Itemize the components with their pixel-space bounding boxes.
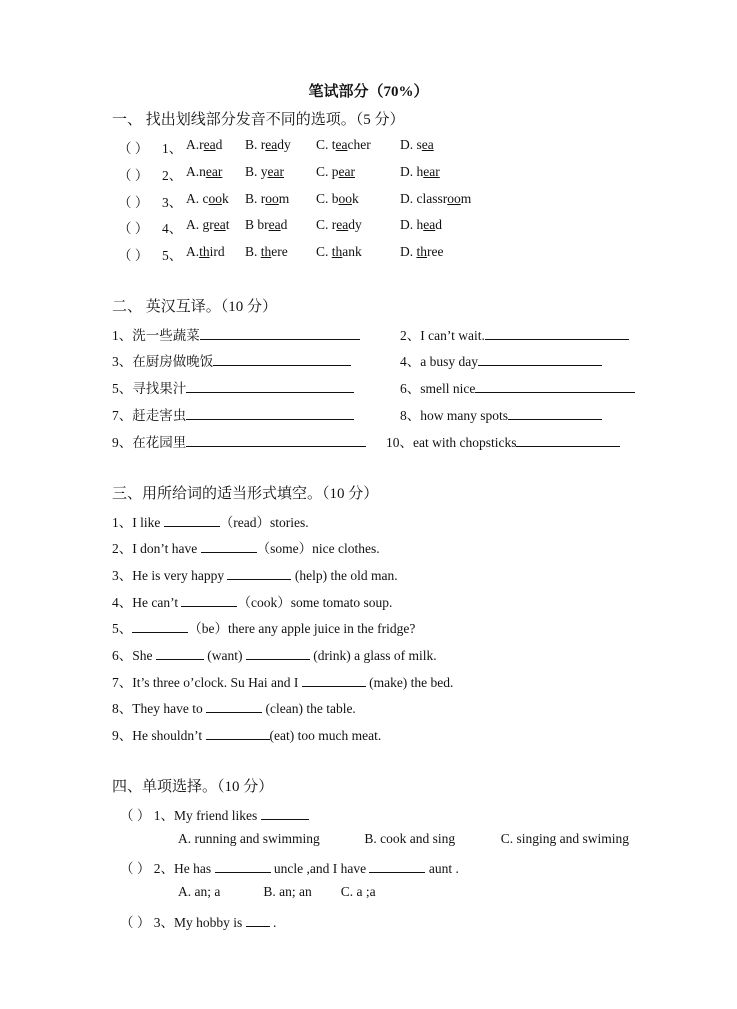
- fill-blank-5: [112, 617, 415, 637]
- sentence-text: 8、They have to: [112, 701, 207, 716]
- sentence-text: (drink) a glass of milk.: [309, 648, 437, 663]
- translate-en-6: [400, 377, 635, 397]
- answer-blank[interactable]: [156, 645, 204, 660]
- sentence-text: （some）nice clothes.: [256, 541, 380, 556]
- sentence-text: 9、He shouldn’t: [112, 728, 206, 743]
- translate-en-10: [386, 431, 620, 451]
- section-2-heading: 二、 英汉互译。（10 分）: [112, 299, 278, 315]
- option-c: [316, 244, 362, 260]
- sentence-text: （cook）some tomato soup.: [237, 595, 393, 610]
- mc-question-1: [120, 804, 309, 824]
- option-text: dy: [277, 137, 291, 152]
- section-3-heading: 三、用所给词的适当形式填空。（10 分）: [112, 486, 379, 502]
- option-text: cher: [347, 137, 371, 152]
- answer-blank[interactable]: [186, 378, 354, 393]
- option-text: B. y: [245, 164, 268, 179]
- answer-blank[interactable]: [246, 645, 310, 660]
- option-b: B. cook and sing: [364, 831, 456, 846]
- underlined-letters: ea: [423, 217, 436, 232]
- translate-cn-1: [112, 324, 360, 344]
- option-b: [245, 164, 284, 180]
- option-text: A.: [186, 244, 200, 259]
- option-c: C. singing and swiming: [500, 831, 630, 846]
- answer-paren: （ ）: [120, 808, 151, 823]
- option-text: d: [215, 137, 223, 152]
- question-number: 3、: [162, 195, 183, 210]
- answer-blank[interactable]: [206, 725, 270, 740]
- phonics-question-3: [118, 191, 182, 211]
- underlined-letters: ea: [421, 137, 434, 152]
- answer-blank[interactable]: [508, 405, 602, 420]
- option-c: [316, 217, 362, 233]
- answer-blank[interactable]: [164, 512, 220, 527]
- translate-en-4: [400, 350, 602, 370]
- translate-cn-7: [112, 404, 354, 424]
- question-text: uncle ,and I have: [273, 861, 370, 876]
- phonics-question-5: [118, 244, 182, 264]
- fill-blank-4: [112, 591, 392, 611]
- answer-paren[interactable]: （ ）: [118, 168, 149, 183]
- answer-blank[interactable]: [261, 805, 309, 820]
- translate-cn-5: [112, 377, 354, 397]
- option-text: C. b: [316, 191, 339, 206]
- underlined-letters: ear: [338, 164, 355, 179]
- option-text: B. r: [245, 137, 266, 152]
- underlined-letters: ea: [265, 137, 278, 152]
- question-text: 3、My hobby is: [153, 915, 243, 930]
- fill-blank-3: [112, 564, 398, 584]
- fill-blank-9: [112, 724, 381, 744]
- prompt-text: 6、smell nice: [400, 381, 476, 396]
- answer-blank[interactable]: [206, 698, 262, 713]
- option-b: [245, 217, 287, 233]
- sentence-text: （be）there any apple juice in the fridge?: [188, 621, 416, 636]
- question-number: 2、: [162, 168, 183, 183]
- prompt-text: 5、寻找果汁: [112, 381, 187, 396]
- underlined-letters: ear: [423, 164, 440, 179]
- question-text: 1、My friend likes: [153, 808, 261, 823]
- option-text: A.r: [186, 137, 204, 152]
- phonics-question-2: [118, 164, 182, 184]
- fill-blank-8: [112, 697, 356, 717]
- option-text: ird: [209, 244, 225, 259]
- answer-blank[interactable]: [186, 432, 366, 447]
- underlined-letters: oo: [338, 191, 353, 206]
- translate-en-8: [400, 404, 602, 424]
- option-text: k: [222, 191, 229, 206]
- answer-blank[interactable]: [186, 405, 354, 420]
- fill-blank-1: [112, 511, 309, 531]
- underlined-letters: oo: [265, 191, 279, 206]
- option-text: d: [435, 217, 442, 232]
- option-text: m: [278, 191, 290, 206]
- option-d: [400, 217, 442, 233]
- option-d: [400, 191, 471, 207]
- answer-blank[interactable]: [213, 351, 351, 366]
- underlined-letters: th: [260, 244, 272, 259]
- option-c: [316, 191, 359, 207]
- option-b: [245, 244, 288, 260]
- option-text: B. r: [245, 191, 266, 206]
- option-text: ere: [271, 244, 288, 259]
- option-b: B. an; an: [263, 884, 312, 899]
- option-text: dy: [348, 217, 362, 232]
- underlined-letters: th: [416, 244, 428, 259]
- sentence-text: 1、I like: [112, 515, 164, 530]
- option-text: t: [225, 217, 230, 232]
- answer-blank[interactable]: [246, 912, 270, 927]
- answer-blank[interactable]: [485, 325, 629, 340]
- answer-blank[interactable]: [302, 672, 366, 687]
- option-text: A. gr: [186, 217, 214, 232]
- answer-blank[interactable]: [181, 592, 237, 607]
- answer-paren: （ ）: [120, 861, 151, 876]
- sentence-text: 5、: [112, 621, 133, 636]
- option-text: C. t: [316, 137, 336, 152]
- mc-question-3: [120, 911, 276, 931]
- answer-blank[interactable]: [516, 432, 620, 447]
- sentence-text: 2、I don’t have: [112, 541, 201, 556]
- answer-blank[interactable]: [227, 565, 291, 580]
- option-text: C.: [316, 244, 332, 259]
- section-4-heading: 四、单项选择。（10 分）: [112, 779, 274, 795]
- answer-blank[interactable]: [475, 378, 635, 393]
- option-text: C. r: [316, 217, 337, 232]
- underlined-letters: ea: [336, 217, 349, 232]
- sentence-text: (clean) the table.: [262, 701, 356, 716]
- option-b: [245, 191, 289, 207]
- option-d: [400, 244, 444, 260]
- answer-paren: （ ）: [120, 915, 151, 930]
- question-text: .: [273, 915, 277, 930]
- underlined-letters: ea: [335, 137, 348, 152]
- underlined-letters: ear: [205, 164, 223, 179]
- prompt-text: 10、eat with chopsticks: [386, 435, 517, 450]
- section-1-heading: 一、 找出划线部分发音不同的选项。（5 分）: [112, 112, 405, 128]
- phonics-question-1: [118, 137, 182, 157]
- option-a: [186, 217, 230, 233]
- underlined-letters: ear: [267, 164, 284, 179]
- underlined-letters: oo: [447, 191, 461, 206]
- sentence-text: 6、She: [112, 648, 156, 663]
- prompt-text: 8、how many spots: [400, 408, 508, 423]
- option-c: [316, 137, 371, 153]
- option-a: A. an; a: [178, 884, 221, 899]
- answer-blank[interactable]: [201, 538, 257, 553]
- sentence-text: (want): [203, 648, 246, 663]
- option-text: B br: [245, 217, 269, 232]
- option-text: D. s: [400, 137, 422, 152]
- sentence-text: (help) the old man.: [291, 568, 398, 583]
- answer-blank[interactable]: [200, 325, 360, 340]
- answer-blank[interactable]: [478, 351, 602, 366]
- option-a: [186, 191, 229, 207]
- page-title: 笔试部分（70%）: [308, 84, 429, 100]
- answer-paren[interactable]: （ ）: [118, 141, 149, 156]
- phonics-question-4: [118, 217, 182, 237]
- prompt-text: 1、洗一些蔬菜: [112, 328, 200, 343]
- underlined-letters: ea: [268, 217, 281, 232]
- option-a: A. running and swimming: [178, 831, 320, 846]
- option-a: [186, 244, 225, 260]
- question-text: 2、He has: [153, 861, 215, 876]
- option-text: D.: [400, 244, 417, 259]
- answer-paren[interactable]: （ ）: [118, 221, 149, 236]
- underlined-letters: ea: [213, 217, 226, 232]
- answer-blank[interactable]: [132, 618, 188, 633]
- prompt-text: 7、赶走害虫: [112, 408, 187, 423]
- answer-blank[interactable]: [369, 858, 425, 873]
- translate-en-2: [400, 324, 629, 344]
- prompt-text: 4、a busy day: [400, 354, 478, 369]
- sentence-text: 3、He is very happy: [112, 568, 228, 583]
- answer-paren[interactable]: （ ）: [118, 195, 149, 210]
- underlined-letters: oo: [208, 191, 222, 206]
- option-d: [400, 137, 434, 153]
- option-text: k: [352, 191, 359, 206]
- prompt-text: 9、在花园里: [112, 435, 187, 450]
- mc-question-2: [120, 857, 459, 877]
- option-a: [186, 164, 222, 180]
- mc-options-1: [178, 831, 629, 847]
- translate-cn-3: [112, 350, 351, 370]
- sentence-text: 4、He can’t: [112, 595, 182, 610]
- option-text: A. c: [186, 191, 209, 206]
- sentence-text: 7、It’s three o’clock. Su Hai and I: [112, 675, 302, 690]
- option-text: B.: [245, 244, 261, 259]
- answer-paren[interactable]: （ ）: [118, 248, 149, 263]
- question-number: 1、: [162, 141, 183, 156]
- underlined-letters: th: [199, 244, 210, 259]
- sentence-text: (make) the bed.: [365, 675, 454, 690]
- option-text: D. h: [400, 164, 424, 179]
- mc-options-2: [178, 884, 376, 900]
- sentence-text: （read）stories.: [219, 515, 309, 530]
- underlined-letters: th: [331, 244, 343, 259]
- option-text: D. classr: [400, 191, 448, 206]
- option-c: [316, 164, 355, 180]
- option-text: C. p: [316, 164, 339, 179]
- sentence-text: (eat) too much meat.: [269, 728, 382, 743]
- option-text: ank: [342, 244, 362, 259]
- option-text: ree: [427, 244, 444, 259]
- option-b: [245, 137, 291, 153]
- question-number: 4、: [162, 221, 183, 236]
- option-text: m: [460, 191, 472, 206]
- option-text: A.n: [186, 164, 206, 179]
- fill-blank-6: [112, 644, 437, 664]
- option-d: [400, 164, 440, 180]
- fill-blank-7: [112, 671, 453, 691]
- question-number: 5、: [162, 248, 183, 263]
- question-text: aunt .: [428, 861, 459, 876]
- fill-blank-2: [112, 537, 380, 557]
- prompt-text: 3、在厨房做晚饭: [112, 354, 214, 369]
- prompt-text: 2、I can’t wait.: [400, 328, 485, 343]
- option-text: D. h: [400, 217, 424, 232]
- translate-cn-9: [112, 431, 366, 451]
- underlined-letters: ea: [203, 137, 216, 152]
- option-text: d: [280, 217, 288, 232]
- answer-blank[interactable]: [215, 858, 271, 873]
- option-a: [186, 137, 222, 153]
- option-c: C. a ;a: [340, 884, 376, 899]
